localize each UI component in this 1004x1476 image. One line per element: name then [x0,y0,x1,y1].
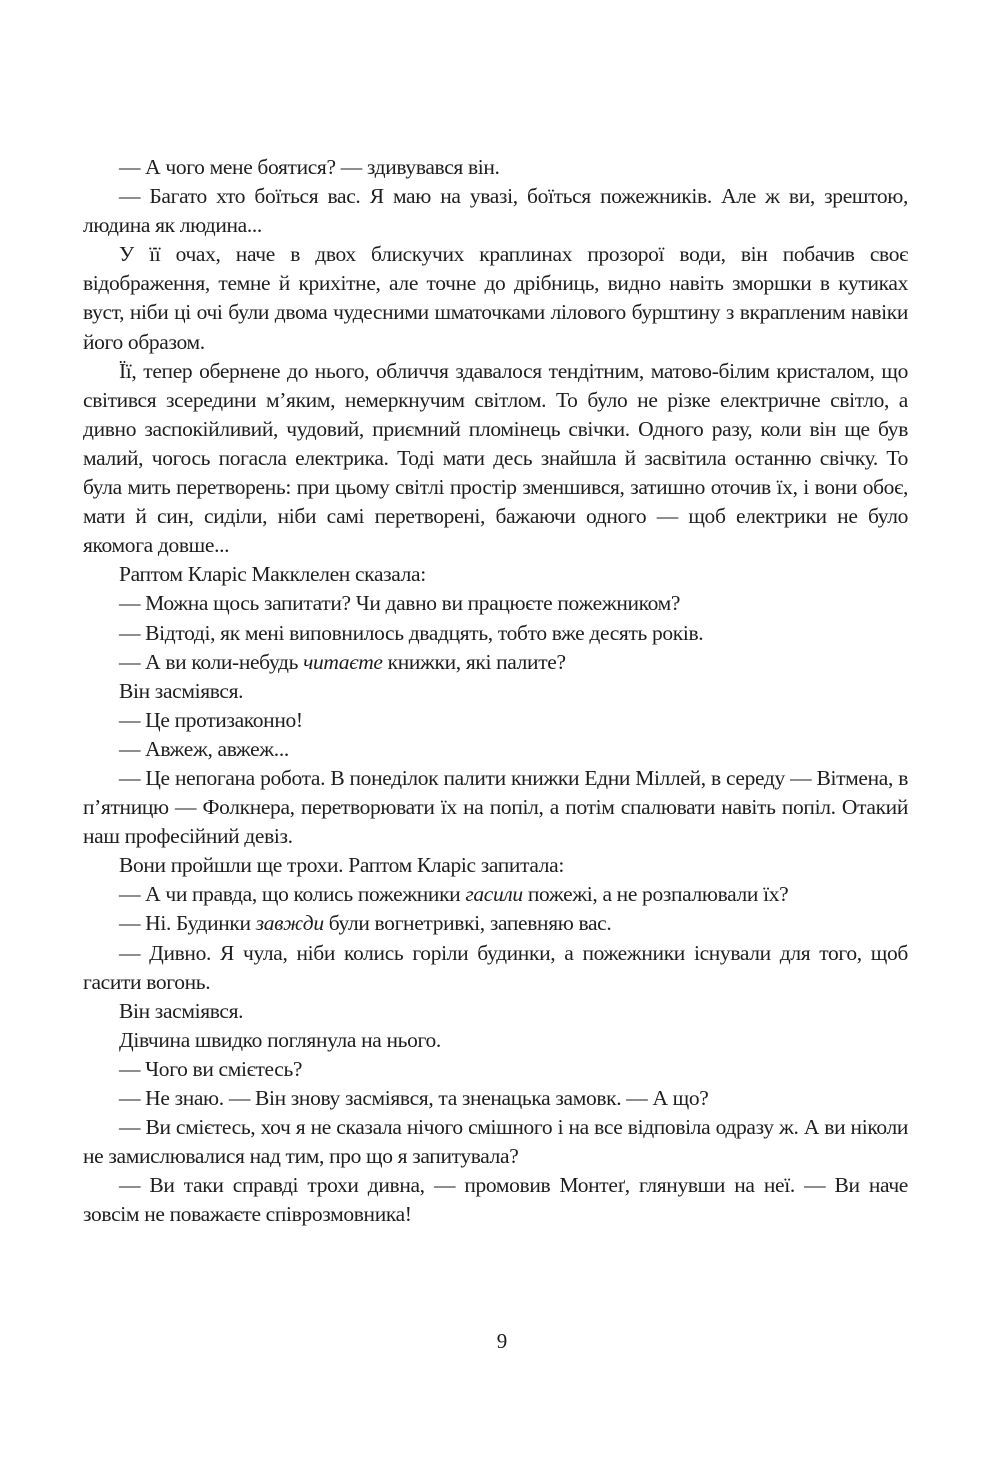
italic-emphasis: читаєте [303,649,383,674]
paragraph [83,1171,908,1229]
text-run: Вони пройшли ще трохи. Раптом Кларіс запитала: [119,853,564,878]
text-run: — А чи правда, що колись пожежники [119,882,466,907]
paragraph [83,560,908,589]
text-run: — Це протизаконно! [119,707,303,732]
text-run: — А ви коли-небудь [119,649,304,674]
text-run: пожежі, а не розпалювали їх? [522,882,789,907]
paragraph [83,677,908,706]
text-run: — Не знаю. — Він знову засміявся, та зненацька замовк. — А що? [119,1086,709,1110]
paragraph [83,939,908,997]
paragraph [83,619,908,648]
paragraph [83,997,908,1026]
text-run: — Ні. Будинки [119,911,256,936]
paragraph [83,1113,908,1171]
paragraph [83,182,908,240]
text-run: Він засміявся. [119,998,244,1023]
text-run: — Багато хто боїться вас. Я маю на увазі, боїться пожежників. Але ж ви, зрештою, людина як людина... [83,184,908,238]
page-body [83,153,908,1229]
paragraph [83,589,908,618]
paragraph [83,735,908,764]
text-run: — Чого ви смієтесь? [119,1056,303,1081]
text-run: — Дивно. Я чула, ніби колись горіли будинки, а пожежники існували для того, щоб гасити вогонь. [83,940,908,994]
paragraph [83,764,908,851]
text-run: Її, тепер обернене до нього, обличчя здавалося тендітним, матово-білим кристалом, що світився зсередини м’яким, немеркнучим світлом. То було не різке електричне світло, а дивно заспокійливий, чудовий, приємний пломінець свічки. Одного разу, коли він ще був малий, чогось погасла електрика. Тоді мати десь знайшла й засвітила останню свічку. То була мить перетворень: при цьому світлі простір зменшився, затишно оточив їх, і вони обоє, мати й син, сиділи, ніби самі перетворені, бажаючи одного — щоб електрики не було якомога довше... [83,358,908,558]
text-run: — Ви смієтесь, хоч я не сказала нічого смішного і на все відповіла одразу ж. А ви ніколи не замислювалися над тим, про що я запитувала? [83,1115,908,1169]
paragraph [83,357,908,561]
text-run: — Авжеж, авжеж... [119,736,289,761]
paragraph [83,1026,908,1055]
paragraph [83,240,908,356]
paragraph [83,648,908,677]
text-run: книжки, які палите? [382,649,566,674]
text-run: Дівчина швидко поглянула на нього. [119,1027,441,1052]
italic-emphasis: завжди [255,911,324,936]
paragraph [83,1084,908,1113]
paragraph [83,153,908,182]
text-run: — Це непогана робота. В понеділок палити книжки Едни Міллей, в середу — Вітмена, в п’ятницю — Фолкнера, перетворювати їх на попіл, а потім спалювати навіть попіл. Отакий наш професійний девіз. [83,765,908,849]
paragraph [83,706,908,735]
text-run: — Ви таки справді трохи дивна, — промовив Монтеґ, глянувши на неї. — Ви наче зовсім не поважаєте співрозмовника! [83,1173,908,1227]
text-run: були вогнетривкі, запевняю вас. [323,911,612,936]
page-number: 9 [496,1329,508,1353]
italic-emphasis: гасили [465,882,523,907]
text-run: У її очах, наче в двох блискучих краплинах прозорої води, він побачив своє відображення, темне й крихітне, але точне до дрібниць, видно навіть зморшки в кутиках вуст, ніби ці очі були двома чудесними шматочками лілового бурштину з вкрапленим навіки його образом. [83,242,908,354]
text-run: — Можна щось запитати? Чи давно ви працюєте пожежником? [119,591,681,616]
text-run: Раптом Кларіс Макклелен сказала: [119,562,426,587]
paragraph [83,880,908,909]
paragraph [83,909,908,938]
text-run: Він засміявся. [119,678,244,703]
paragraph [83,1055,908,1084]
text-run: — Відтоді, як мені виповнилось двадцять, тобто вже десять років. [119,620,704,645]
text-run: — А чого мене боятися? — здивувався він. [119,155,500,179]
paragraph [83,851,908,880]
